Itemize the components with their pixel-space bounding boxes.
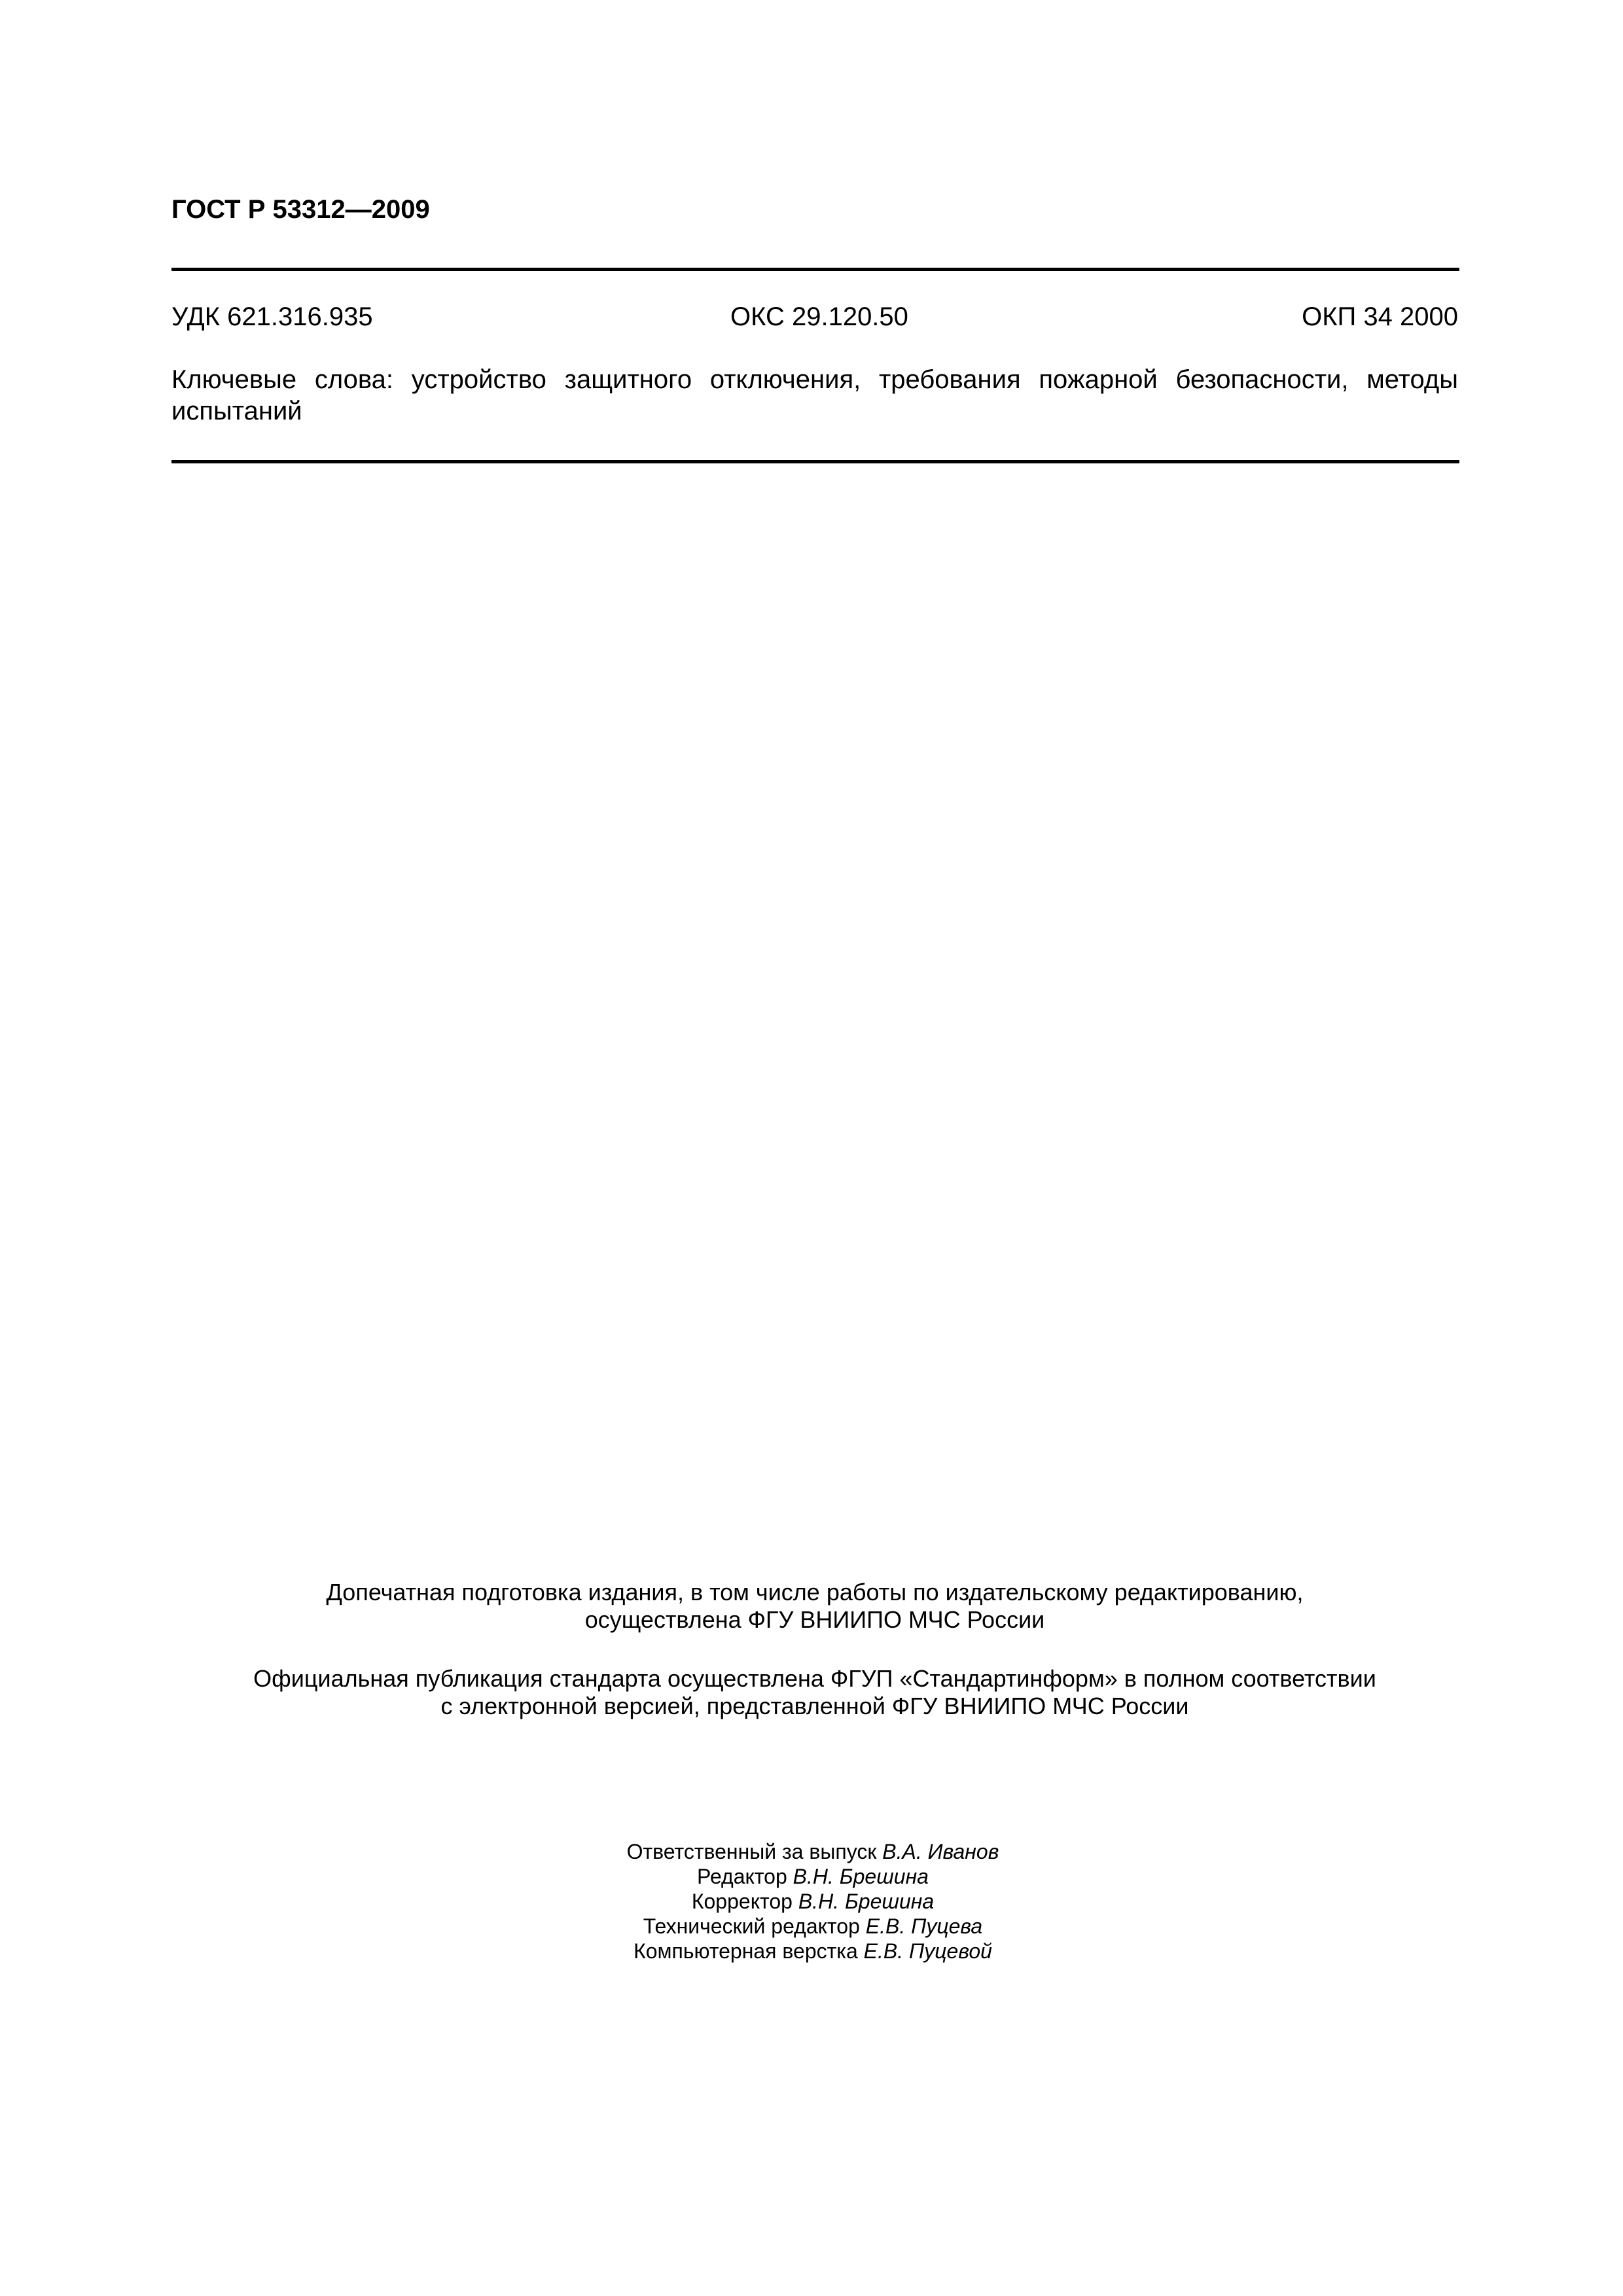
publication-note — [171, 1665, 1458, 1720]
credit-layout — [499, 1939, 1127, 1964]
credit-editor — [499, 1864, 1127, 1889]
credit-proofreader-label: Корректор — [691, 1890, 793, 1913]
credit-editor-name: В.Н. Брешина — [793, 1865, 929, 1888]
credit-responsible — [499, 1839, 1127, 1864]
okp-code: ОКП 34 2000 — [1302, 302, 1458, 331]
credit-layout-label: Компьютерная верстка — [633, 1939, 858, 1963]
oks-code: ОКС 29.120.50 — [730, 302, 908, 331]
prepress-note-line-1: Допечатная подготовка издания, в том числе работы по издательскому редактированию, — [326, 1579, 1304, 1605]
credit-proofreader — [499, 1889, 1127, 1914]
publication-note-line-1: Официальная публикация стандарта осуществлена ФГУП «Стандартинформ» в полном соответствии — [253, 1665, 1376, 1692]
keywords — [171, 364, 1458, 427]
keywords-line-2: испытаний — [171, 397, 302, 425]
credit-responsible-label: Ответственный за выпуск — [626, 1840, 877, 1863]
credit-tech-editor-name: Е.В. Пуцева — [865, 1914, 983, 1938]
udk-code: УДК 621.316.935 — [171, 302, 373, 331]
credits-block — [499, 1839, 1127, 1964]
credit-responsible-name: В.А. Иванов — [882, 1840, 999, 1863]
credit-editor-label: Редактор — [697, 1865, 787, 1888]
document-code: ГОСТ Р 53312—2009 — [171, 195, 430, 224]
credit-tech-editor-label: Технический редактор — [643, 1914, 860, 1938]
credit-proofreader-name: В.Н. Брешина — [798, 1890, 935, 1913]
credit-layout-name: Е.В. Пуцевой — [863, 1939, 992, 1963]
keywords-line-1: Ключевые слова: устройство защитного отключения, требования пожарной безопасности, методы — [171, 365, 1458, 394]
classification-codes — [171, 298, 1458, 335]
top-divider — [171, 268, 1459, 271]
publication-note-line-2: с электронной версией, представленной ФГУ ВНИИПО МЧС России — [440, 1693, 1189, 1719]
bottom-divider — [171, 460, 1459, 463]
credit-tech-editor — [499, 1914, 1127, 1939]
prepress-note-line-2: осуществлена ФГУ ВНИИПО МЧС России — [584, 1606, 1045, 1633]
prepress-note — [171, 1579, 1458, 1634]
